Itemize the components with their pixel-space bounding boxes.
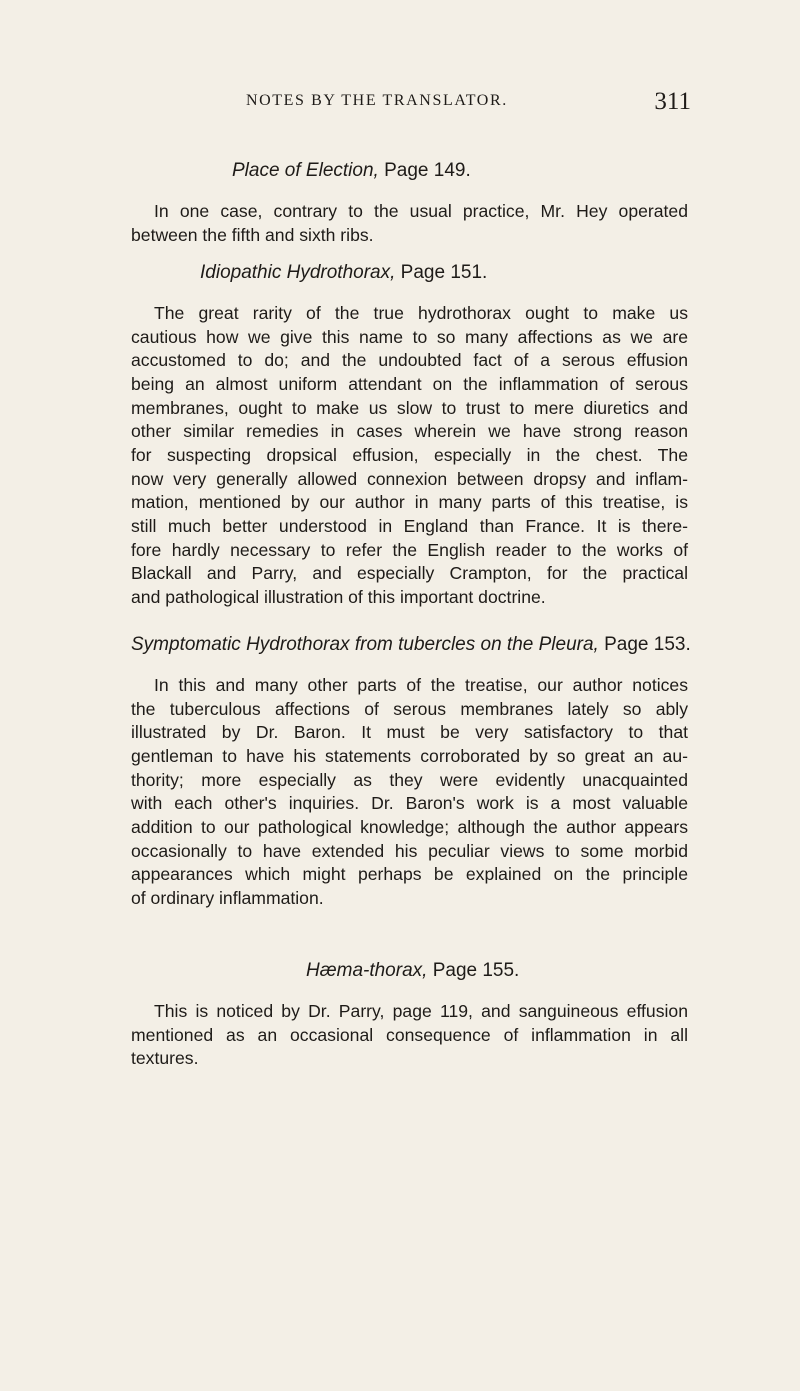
text-line: cautious how we give this name to so many affections as we are bbox=[131, 326, 688, 347]
section-page-ref: Page 153. bbox=[604, 634, 691, 655]
paragraph-haema-thorax bbox=[131, 1000, 688, 1071]
text-line: textures. bbox=[131, 1048, 199, 1069]
section-heading-place-of-election bbox=[232, 160, 471, 182]
text-line: between the fifth and sixth ribs. bbox=[131, 224, 374, 245]
running-head bbox=[246, 88, 691, 118]
text-line: and pathological illustration of this important doctrine. bbox=[131, 586, 546, 607]
section-heading-title: Symptomatic Hydrothorax from tubercles on the Pleura, bbox=[131, 634, 599, 655]
text-line: of ordinary inflammation. bbox=[131, 887, 324, 908]
text-line: thority; more especially as they were evidently unacquainted bbox=[131, 769, 688, 790]
page-number: 311 bbox=[654, 88, 691, 115]
text-line: fore hardly necessary to refer the English reader to the works of bbox=[131, 539, 688, 560]
text-line: other similar remedies in cases wherein we have strong reason bbox=[131, 421, 688, 442]
text-line: occasionally to have extended his peculiar views to some morbid bbox=[131, 840, 688, 861]
text-line: mentioned as an occasional consequence of inflammation in all bbox=[131, 1024, 688, 1045]
section-page-ref: Page 155. bbox=[432, 960, 520, 981]
section-heading-title: Idiopathic Hydrothorax, bbox=[200, 262, 396, 283]
text-line: for suspecting dropsical effusion, especially in the chest. The bbox=[131, 444, 688, 465]
text-line: mation, mentioned by our author in many parts of this treatise, is bbox=[131, 492, 688, 513]
section-heading-symptomatic-hydrothorax bbox=[131, 634, 691, 656]
text-line: gentleman to have his statements corroborated by so great an au- bbox=[131, 745, 688, 766]
text-line: In one case, contrary to the usual practice, Mr. Hey operated bbox=[154, 201, 688, 221]
text-line: membranes, ought to make us slow to trust to mere diuretics and bbox=[131, 397, 688, 418]
text-line: This is noticed by Dr. Parry, page 119, and sanguineous effusion bbox=[154, 1001, 688, 1021]
text-line: The great rarity of the true hydrothorax ought to make us bbox=[154, 303, 688, 323]
text-line: the tuberculous affections of serous membranes lately so ably bbox=[131, 698, 688, 719]
section-heading-title: Place of Election, bbox=[232, 160, 379, 181]
text-line: being an almost uniform attendant on the inflammation of serous bbox=[131, 373, 688, 394]
text-line: In this and many other parts of the treatise, our author notices bbox=[154, 675, 688, 695]
section-page-ref: Page 149. bbox=[384, 160, 471, 181]
section-page-ref: Page 151. bbox=[400, 262, 488, 283]
text-line: with each other's inquiries. Dr. Baron's work is a most valuable bbox=[131, 793, 688, 814]
text-line: illustrated by Dr. Baron. It must be very satisfactory to that bbox=[131, 722, 688, 743]
text-line: still much better understood in England than France. It is there- bbox=[131, 515, 688, 536]
paragraph-place-of-election bbox=[131, 200, 688, 247]
text-line: addition to our pathological knowledge; although the author appears bbox=[131, 816, 688, 837]
section-heading-title: Hæma-thorax, bbox=[306, 960, 428, 981]
paragraph-idiopathic-hydrothorax bbox=[131, 302, 688, 610]
section-heading-haema-thorax bbox=[306, 960, 519, 982]
running-title: NOTES BY THE TRANSLATOR. bbox=[246, 92, 508, 109]
text-line: Blackall and Parry, and especially Crampton, for the practical bbox=[131, 563, 688, 584]
text-line: now very generally allowed connexion between dropsy and inflam- bbox=[131, 468, 688, 489]
paragraph-symptomatic-hydrothorax bbox=[131, 674, 688, 911]
section-heading-idiopathic-hydrothorax bbox=[200, 262, 487, 284]
text-line: appearances which might perhaps be explained on the principle bbox=[131, 864, 688, 885]
text-line: accustomed to do; and the undoubted fact of a serous effusion bbox=[131, 350, 688, 371]
